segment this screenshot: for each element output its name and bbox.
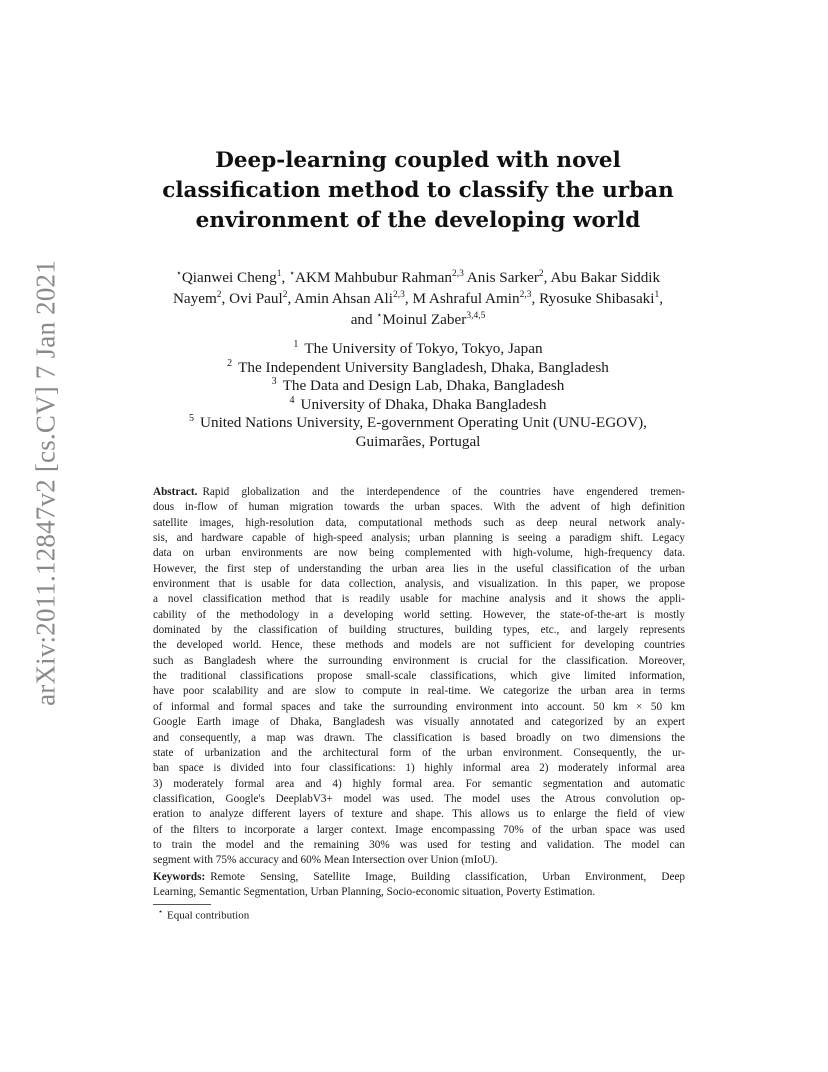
author-separator: ,	[287, 290, 295, 307]
abstract-line	[153, 638, 685, 653]
keywords	[153, 870, 685, 901]
keywords-line-text: Learning, Semantic Segmentation, Urban Planning, Socio-economic situation, Poverty Estimation.	[153, 886, 596, 899]
author-affiliation-index: 1	[276, 268, 282, 279]
author-affiliation-index: 2,3	[519, 289, 532, 300]
author-name: Ryosuke Shibasaki	[539, 290, 655, 307]
author-name: AKM Mahbubur Rahman	[295, 269, 452, 286]
footnote-text: Equal contribution	[167, 909, 250, 922]
abstract-line	[153, 623, 685, 638]
abstract-line	[153, 669, 685, 684]
abstract-line-text: and consequently, a map was drawn. The classification is based broadly on two dimensions the	[153, 731, 685, 744]
author-affiliation-index: 2,3	[451, 268, 464, 279]
author-equal-mark: ⋆	[175, 268, 182, 279]
author-name: M Ashraful Amin	[412, 290, 520, 307]
affiliation-item	[130, 377, 706, 396]
abstract-line-text: environment that is usable for data collection, analysis, and visualization. In this paper, we propose	[153, 578, 685, 591]
author-name: and	[350, 311, 377, 328]
abstract-line	[153, 516, 685, 531]
author-affiliation-index: 2,3	[392, 289, 405, 300]
abstract-line	[153, 485, 685, 500]
title-line: Deep-learning coupled with novel	[215, 148, 621, 173]
arxiv-sidebar-stamp: arXiv:2011.12847v2 [cs.CV] 7 Jan 2021	[30, 260, 61, 706]
title-line: classification method to classify the urban	[162, 178, 674, 203]
author-name: Ovi Paul	[229, 290, 283, 307]
abstract-line-text: satellite images, high-resolution data, computational methods such as deep neural network analy-	[153, 516, 685, 529]
affiliation-text: The Independent University Bangladesh, Dhaka, Bangladesh	[238, 358, 609, 376]
author-separator: ,	[404, 290, 413, 307]
author-name: Amin Ahsan Ali	[294, 290, 393, 307]
abstract-line-text: sis, and hardware capable of high-speed analysis; urban planning is seeing a paradigm shift. Legacy	[153, 532, 685, 545]
abstract-line-text: of the filters to incorporate a larger context. Image encompassing 70% of the urban space was used	[153, 823, 685, 836]
abstract-line-text: ban space is divided into four classifications: 1) highly informal area 2) moderately informal area	[153, 762, 685, 775]
abstract-line	[153, 654, 685, 669]
affiliation-number: 2	[227, 357, 233, 369]
author-affiliation-index: 2	[282, 289, 288, 300]
abstract-line-text: have poor scalability and are slow to compute in real-time. We categorize the urban area in terms	[153, 685, 685, 698]
abstract-line-text: data on urban environments are now being complemented with high-volume, high-frequency data.	[153, 547, 685, 560]
abstract-line	[153, 715, 685, 730]
affiliation-number: 4	[289, 394, 295, 406]
abstract-line-text: dous in-flow of human migration towards the urban spaces. With the advent of high definition	[153, 501, 685, 514]
abstract-line-text: eration to analyze different layers of texture and shape. This allows us to enlarge the field of view	[153, 808, 685, 821]
author-name: Anis Sarker	[466, 269, 539, 286]
footnote	[158, 907, 249, 922]
abstract-line-text: Google Earth image of Dhaka, Bangladesh was visually annotated and categorized by an expert	[153, 716, 685, 729]
author-affiliation-index: 2	[538, 268, 544, 279]
abstract-line	[153, 807, 685, 822]
affiliation-list	[130, 340, 706, 452]
abstract-line	[153, 700, 685, 715]
author-separator: ,	[531, 290, 540, 307]
affiliation-item	[130, 433, 706, 452]
author-line	[130, 267, 706, 288]
affiliation-item	[130, 340, 706, 359]
keywords-line	[153, 885, 685, 900]
affiliation-number: 3	[271, 376, 277, 388]
abstract-line-text: dominated by the classification of building structures, building types, etc., and largely represents	[153, 624, 685, 637]
abstract-line-text: segment with 75% accuracy and 60% Mean Intersection over Union (mIoU).	[153, 854, 498, 867]
abstract-line-text: the traditional classifications propose small-scale classifications, which give limited information,	[153, 670, 685, 683]
abstract-line	[153, 746, 685, 761]
author-separator: ,	[659, 290, 664, 307]
abstract	[153, 485, 685, 869]
abstract-line-text: 3) moderately formal area and 4) highly formal area. For semantic segmentation and automatic	[153, 777, 685, 790]
author-separator: ,	[221, 290, 230, 307]
title-line: environment of the developing world	[195, 208, 641, 233]
affiliation-text: Guimarães, Portugal	[355, 432, 481, 450]
affiliation-item	[130, 414, 706, 433]
author-name: Moinul Zaber	[382, 311, 467, 328]
abstract-line-text: of informal and formal spaces and take the surrounding environment into account. 50 km × 50 km	[153, 700, 685, 713]
abstract-line-text: to train the model and the remaining 30% was used for testing and validation. The model can	[153, 838, 685, 851]
abstract-line	[153, 546, 685, 561]
author-affiliation-index: 3,4,5	[466, 310, 486, 321]
author-name: Qianwei Cheng	[181, 269, 277, 286]
paper-title	[150, 146, 686, 236]
abstract-line	[153, 500, 685, 515]
abstract-line-text: state of urbanization and the architectural form of the urban environment. Consequently, the ur-	[153, 746, 685, 759]
affiliation-text: United Nations University, E-government Operating Unit (UNU-EGOV),	[200, 414, 647, 432]
author-line	[130, 309, 706, 330]
author-equal-mark: ⋆	[376, 310, 383, 321]
author-separator: ,	[543, 269, 551, 286]
affiliation-text: University of Dhaka, Dhaka Bangladesh	[300, 395, 547, 413]
abstract-line	[153, 823, 685, 838]
footnote-mark: ⋆	[158, 907, 164, 916]
keywords-label: Keywords:	[153, 871, 206, 883]
footnote-rule	[153, 904, 211, 905]
affiliation-number: 1	[293, 338, 299, 350]
author-line	[130, 288, 706, 309]
author-separator: ,	[281, 269, 290, 286]
abstract-line-text: such as Bangladesh where the surrounding environment is crucial for the classification. Moreover,	[153, 654, 685, 667]
abstract-line	[153, 853, 685, 868]
abstract-line-text: the developed world. Hence, these methods and models are not sufficient for developing countries	[153, 639, 685, 652]
author-equal-mark: ⋆	[289, 268, 296, 279]
abstract-line	[153, 684, 685, 699]
keywords-line	[153, 870, 685, 885]
abstract-line-text: cability of the methodology in a developing world setting. However, the state-of-the-art is mostly	[153, 608, 685, 621]
affiliation-text: The University of Tokyo, Tokyo, Japan	[304, 340, 543, 357]
abstract-line	[153, 792, 685, 807]
abstract-line	[153, 562, 685, 577]
abstract-line	[153, 592, 685, 607]
author-name: Nayem	[172, 290, 217, 307]
affiliation-number: 5	[189, 413, 195, 425]
author-affiliation-index: 2	[216, 289, 222, 300]
abstract-label: Abstract.	[153, 486, 198, 498]
abstract-line	[153, 608, 685, 623]
abstract-line-text: However, the first step of understanding the urban area lies in the useful classification of the urban	[153, 562, 685, 575]
abstract-line	[153, 761, 685, 776]
keywords-line-text: Remote Sensing, Satellite Image, Building classification, Urban Environment, Deep	[210, 871, 685, 883]
abstract-line	[153, 838, 685, 853]
author-affiliation-index: 1	[654, 289, 660, 300]
abstract-line	[153, 777, 685, 792]
abstract-line-text: classification, Google's DeeplabV3+ model was used. The model uses the Atrous convolution op-	[153, 792, 685, 805]
affiliation-item	[130, 359, 706, 378]
affiliation-item	[130, 396, 706, 415]
author-name: Abu Bakar Siddik	[550, 269, 661, 286]
abstract-line	[153, 577, 685, 592]
author-list	[130, 267, 706, 330]
affiliation-text: The Data and Design Lab, Dhaka, Bangladesh	[282, 377, 565, 395]
abstract-line	[153, 731, 685, 746]
abstract-line-text: Rapid globalization and the interdependence of the countries have engendered tremen-	[202, 486, 685, 498]
abstract-line	[153, 531, 685, 546]
abstract-line-text: a novel classification method that is readily usable for machine analysis and it shows the appli-	[153, 593, 685, 606]
